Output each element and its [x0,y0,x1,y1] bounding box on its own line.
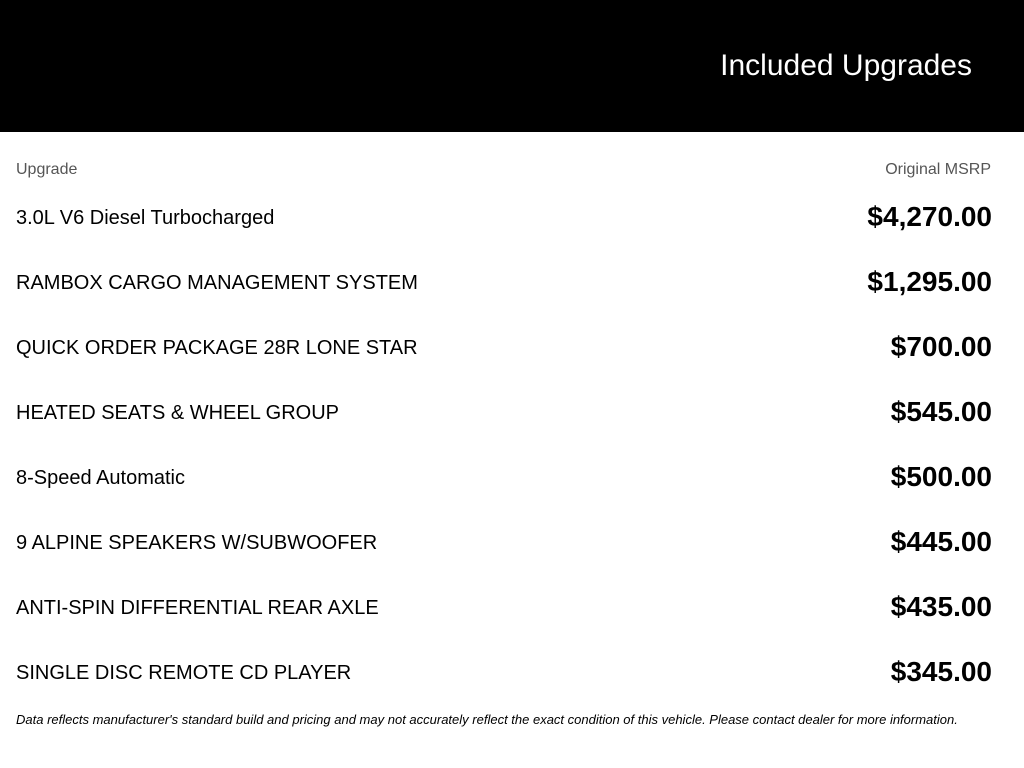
upgrade-name: QUICK ORDER PACKAGE 28R LONE STAR [16,337,418,359]
upgrade-name: SINGLE DISC REMOTE CD PLAYER [16,662,352,684]
upgrade-name: HEATED SEATS & WHEEL GROUP [16,402,340,424]
upgrade-name: 9 ALPINE SPEAKERS W/SUBWOOFER [16,532,378,554]
upgrade-row [0,185,1024,250]
upgrade-row [0,640,1024,705]
upgrade-row [0,250,1024,315]
upgrade-price: $4,270.00 [867,201,992,232]
upgrade-price: $435.00 [890,591,992,622]
upgrade-row [0,315,1024,380]
upgrade-name: 3.0L V6 Diesel Turbocharged [16,207,275,229]
upgrade-row [0,445,1024,510]
column-header-upgrade: Upgrade [16,161,78,178]
upgrade-row [0,510,1024,575]
upgrade-price: $500.00 [890,461,992,492]
page-title: Included Upgrades [720,49,972,82]
header-bar [0,0,1024,132]
upgrade-price: $345.00 [890,656,992,687]
upgrades-list [0,185,1024,705]
disclaimer-text: Data reflects manufacturer's standard build and pricing and may not accurately reflect the exact condition of this vehicle. Please contact dealer for more information. [16,712,958,727]
upgrade-row [0,575,1024,640]
upgrade-price: $445.00 [890,526,992,557]
upgrade-price: $700.00 [890,331,992,362]
upgrade-row [0,380,1024,445]
upgrade-name: ANTI-SPIN DIFFERENTIAL REAR AXLE [16,597,379,619]
upgrade-name: RAMBOX CARGO MANAGEMENT SYSTEM [16,272,418,294]
column-header-msrp: Original MSRP [885,161,991,178]
upgrade-price: $545.00 [890,396,992,427]
upgrade-price: $1,295.00 [867,266,992,297]
upgrade-name: 8-Speed Automatic [16,467,185,489]
